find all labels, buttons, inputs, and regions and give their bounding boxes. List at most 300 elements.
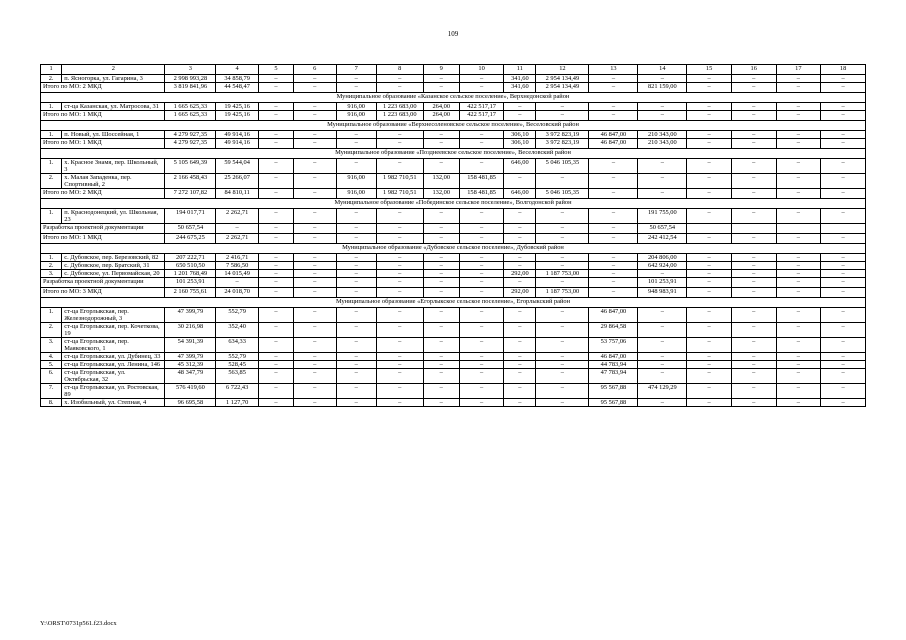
value-cell: – [376,254,423,262]
value-cell: – [731,174,776,189]
row-number: 2. [41,174,62,189]
value-cell: – [336,254,376,262]
row-number: 1. [41,308,62,323]
value-cell: – [423,361,459,369]
value-cell: 1 201 768,49 [165,270,216,278]
value-cell: – [589,174,638,189]
value-cell: – [536,278,589,288]
value-cell: – [731,83,776,93]
value-cell: – [687,288,732,298]
value-cell: – [536,361,589,369]
column-header: 12 [536,65,589,75]
value-cell: – [459,399,504,407]
value-cell: – [589,209,638,224]
data-table [40,64,866,407]
value-cell: – [821,103,866,111]
value-cell: – [776,209,821,224]
row-number: 2. [41,75,62,83]
value-cell: – [687,338,732,353]
value-cell: – [258,323,293,338]
value-cell: – [258,103,293,111]
value-cell: – [258,369,293,384]
address-cell: х. Красное Знамя, пер. Школьный, 3 [62,159,165,174]
value-cell: – [293,131,336,139]
value-cell: – [731,139,776,149]
value-cell: – [638,270,687,278]
column-header: 10 [459,65,504,75]
column-header-row [41,65,866,75]
value-cell: – [459,270,504,278]
value-cell: 46 847,00 [589,131,638,139]
value-cell: – [589,111,638,121]
row-number: 8. [41,399,62,407]
value-cell: – [423,224,459,234]
value-cell: – [731,234,776,244]
value-cell: – [376,270,423,278]
value-cell: – [376,224,423,234]
value-cell: – [293,139,336,149]
value-cell: – [731,75,776,83]
value-cell: 264,00 [423,103,459,111]
value-cell: – [638,353,687,361]
address-cell: ст-ца Егорлыкская, пер. Кочеткова, 19 [62,323,165,338]
section-title: Муниципальное образование «Побединское сельское поселение», Волгодонской район [41,199,866,209]
value-cell: 5 046 105,35 [536,159,589,174]
row-number: 1. [41,103,62,111]
section-title: Муниципальное образование «Егорлыкское сельское поселение», Егорлыкский район [41,298,866,308]
address-cell: ст-ца Егорлыкская, ул. Дубинец, 33 [62,353,165,361]
section-header-row [41,121,866,131]
column-header: 1 [41,65,62,75]
value-cell: – [536,234,589,244]
value-cell: – [776,399,821,407]
value-cell: 1 665 625,33 [165,111,216,121]
value-cell: – [376,399,423,407]
value-cell: – [376,262,423,270]
value-cell: 916,00 [336,111,376,121]
section-title: Муниципальное образование «Позднеевское сельское поселение», Веселовский район [41,149,866,159]
value-cell: – [687,139,732,149]
value-cell: – [459,323,504,338]
value-cell: 1 982 710,51 [376,189,423,199]
column-header: 4 [216,65,259,75]
value-cell: – [216,224,259,234]
value-cell: – [258,111,293,121]
table-row [41,323,866,338]
value-cell: – [459,209,504,224]
value-cell: – [423,75,459,83]
value-cell: 49 914,16 [216,139,259,149]
value-cell: 576 419,60 [165,384,216,399]
address-cell: ст-ца Егорлыкская, ул. Ленина, 146 [62,361,165,369]
row-number: 3. [41,338,62,353]
column-header: 13 [589,65,638,75]
value-cell: – [459,353,504,361]
value-cell: – [336,338,376,353]
value-cell: – [459,75,504,83]
value-cell: – [589,254,638,262]
value-cell: – [776,369,821,384]
value-cell: – [376,308,423,323]
value-cell: 292,00 [504,288,536,298]
value-cell: 19 425,16 [216,111,259,121]
value-cell: – [504,224,536,234]
value-cell: – [336,384,376,399]
value-cell: 14 015,49 [216,270,259,278]
table-row [41,174,866,189]
column-header: 15 [687,65,732,75]
value-cell: 47 399,79 [165,353,216,361]
value-cell: – [258,361,293,369]
value-cell: – [258,278,293,288]
address-cell: п. Новый, ул. Шоссейная, 1 [62,131,165,139]
value-cell: 3 819 841,96 [165,83,216,93]
value-cell: – [821,75,866,83]
total-label: Итого по МО: 1 МКД [41,111,165,121]
value-cell: – [459,139,504,149]
value-cell: – [504,111,536,121]
value-cell: – [504,323,536,338]
address-cell: с. Дубовское, пер. Братский, 31 [62,262,165,270]
value-cell: – [589,103,638,111]
value-cell: – [776,308,821,323]
table-row [41,353,866,361]
value-cell: – [687,83,732,93]
address-cell: ст-ца Казанская, ул. Матросова, 31 [62,103,165,111]
value-cell: – [336,234,376,244]
value-cell: – [459,369,504,384]
value-cell: – [731,111,776,121]
value-cell: – [293,399,336,407]
value-cell: – [258,139,293,149]
value-cell: 821 159,00 [638,83,687,93]
value-cell: – [687,270,732,278]
value-cell: – [731,254,776,262]
value-cell: – [731,353,776,361]
value-cell: – [336,288,376,298]
value-cell: – [687,174,732,189]
value-cell: – [258,254,293,262]
value-cell: 132,00 [423,174,459,189]
value-cell: – [293,254,336,262]
value-cell: – [687,159,732,174]
value-cell: – [423,369,459,384]
value-cell: – [776,111,821,121]
value-cell: 474 129,29 [638,384,687,399]
value-cell: – [293,209,336,224]
total-label: Итого по МО: 2 МКД [41,189,165,199]
value-cell: 916,00 [336,174,376,189]
value-cell: – [687,262,732,270]
value-cell: 191 755,00 [638,209,687,224]
value-cell: 101 253,91 [165,278,216,288]
section-title: Муниципальное образование «Верхнесоленовское сельское поселение», Веселовский район [41,121,866,131]
row-number: 1. [41,159,62,174]
value-cell: 54 391,39 [165,338,216,353]
value-cell: – [258,83,293,93]
value-cell: – [336,278,376,288]
value-cell: – [258,209,293,224]
value-cell: 7 272 107,82 [165,189,216,199]
value-cell: 916,00 [336,103,376,111]
value-cell: – [504,308,536,323]
address-cell: ст-ца Егорлыкская, пер. Маяковского, 1 [62,338,165,353]
value-cell: – [776,83,821,93]
value-cell: 422 517,17 [459,111,504,121]
value-cell: 46 847,00 [589,308,638,323]
value-cell: 341,60 [504,75,536,83]
value-cell: – [731,262,776,270]
value-cell: – [821,189,866,199]
value-cell: – [376,323,423,338]
total-label: Итого по МО: 2 МКД [41,83,165,93]
value-cell: – [687,234,732,244]
value-cell: – [336,131,376,139]
value-cell: – [376,139,423,149]
value-cell: – [821,234,866,244]
total-label: Разработка проектной документации [41,278,165,288]
value-cell: 53 757,06 [589,338,638,353]
row-number: 2. [41,323,62,338]
value-cell: 528,45 [216,361,259,369]
value-cell: – [589,83,638,93]
value-cell: – [258,353,293,361]
section-header-row [41,298,866,308]
value-cell: – [731,278,776,288]
value-cell: – [536,338,589,353]
value-cell: 95 567,88 [589,384,638,399]
section-header-row [41,93,866,103]
value-cell: – [821,254,866,262]
total-label: Итого по МО: 3 МКД [41,288,165,298]
value-cell: – [589,278,638,288]
value-cell: – [589,159,638,174]
value-cell: – [258,399,293,407]
value-cell: – [258,262,293,270]
value-cell: – [821,83,866,93]
value-cell: 5 105 649,39 [165,159,216,174]
value-cell: – [731,361,776,369]
value-cell: – [376,234,423,244]
value-cell: – [776,262,821,270]
value-cell: – [687,278,732,288]
value-cell: – [293,338,336,353]
value-cell: – [258,174,293,189]
value-cell: – [731,131,776,139]
value-cell: – [536,399,589,407]
value-cell: – [423,384,459,399]
address-cell: х. Малая Западенка, пер. Спортивный, 2 [62,174,165,189]
value-cell: 25 266,07 [216,174,259,189]
value-cell: – [459,131,504,139]
table-row [41,75,866,83]
value-cell: 50 657,54 [638,224,687,234]
value-cell: 204 806,00 [638,254,687,262]
value-cell: – [821,111,866,121]
value-cell: – [336,353,376,361]
value-cell: – [776,189,821,199]
value-cell: – [776,384,821,399]
value-cell: – [731,338,776,353]
value-cell: – [536,254,589,262]
value-cell: – [258,338,293,353]
value-cell: – [423,399,459,407]
value-cell: – [293,323,336,338]
value-cell: 2 954 134,49 [536,75,589,83]
value-cell: – [638,111,687,121]
value-cell: – [687,308,732,323]
value-cell: – [258,159,293,174]
value-cell: – [336,75,376,83]
table-row [41,308,866,323]
address-cell: с. Дубовское, ул. Первомайская, 20 [62,270,165,278]
value-cell: 422 517,17 [459,103,504,111]
table-row [41,159,866,174]
value-cell: 84 810,11 [216,189,259,199]
total-row [41,83,866,93]
value-cell: – [776,131,821,139]
table-row [41,369,866,384]
value-cell: 242 412,54 [638,234,687,244]
value-cell: 47 399,79 [165,308,216,323]
total-row [41,224,866,234]
value-cell: – [589,189,638,199]
value-cell: – [423,262,459,270]
value-cell: – [776,159,821,174]
value-cell: – [638,308,687,323]
value-cell: – [376,353,423,361]
value-cell: 30 216,98 [165,323,216,338]
value-cell: 650 510,50 [165,262,216,270]
value-cell: – [423,159,459,174]
value-cell: – [687,353,732,361]
value-cell: – [459,83,504,93]
table-row [41,361,866,369]
address-cell: п. Ясногорка, ул. Гагарина, 3 [62,75,165,83]
value-cell: 552,79 [216,353,259,361]
value-cell: – [293,159,336,174]
value-cell: 45 312,39 [165,361,216,369]
value-cell: – [376,384,423,399]
value-cell: 2 160 755,61 [165,288,216,298]
column-header: 5 [258,65,293,75]
value-cell: 634,33 [216,338,259,353]
value-cell: – [258,75,293,83]
value-cell: – [423,234,459,244]
value-cell: – [423,308,459,323]
value-cell: 207 222,71 [165,254,216,262]
value-cell: – [459,384,504,399]
value-cell: – [336,139,376,149]
value-cell: – [216,278,259,288]
value-cell: – [293,288,336,298]
value-cell: – [638,361,687,369]
footer-path: Y:\ORST\0731p561.f23.docx [40,620,117,627]
value-cell: – [293,103,336,111]
address-cell: ст-ца Егорлыкская, пер. Железнодорожный, 3 [62,308,165,323]
value-cell: – [376,338,423,353]
address-cell: ст-ца Егорлыкская, ул. Октябрьская, 32 [62,369,165,384]
value-cell: – [687,75,732,83]
value-cell: – [423,139,459,149]
value-cell: – [776,278,821,288]
column-header: 6 [293,65,336,75]
column-header: 18 [821,65,866,75]
value-cell: – [336,209,376,224]
column-header: 9 [423,65,459,75]
value-cell: 2 262,71 [216,209,259,224]
value-cell: – [536,103,589,111]
value-cell: – [731,399,776,407]
value-cell: 2 954 134,49 [536,83,589,93]
value-cell: 1 187 753,00 [536,270,589,278]
value-cell: – [821,353,866,361]
value-cell: – [293,278,336,288]
value-cell: 95 567,88 [589,399,638,407]
value-cell: – [589,262,638,270]
value-cell: – [423,254,459,262]
value-cell: – [536,353,589,361]
value-cell: 24 018,70 [216,288,259,298]
value-cell: 552,79 [216,308,259,323]
value-cell: – [731,384,776,399]
total-row [41,139,866,149]
value-cell: – [376,209,423,224]
value-cell: – [638,189,687,199]
value-cell: – [776,103,821,111]
section-header-row [41,244,866,254]
value-cell: 1 127,70 [216,399,259,407]
total-row [41,278,866,288]
value-cell: – [459,278,504,288]
value-cell: – [821,308,866,323]
table-row [41,399,866,407]
value-cell: – [731,209,776,224]
value-cell: – [731,288,776,298]
value-cell: – [336,399,376,407]
value-cell: – [821,338,866,353]
value-cell: – [423,323,459,338]
row-number: 1. [41,209,62,224]
value-cell: – [258,234,293,244]
value-cell [776,224,821,234]
value-cell: – [731,323,776,338]
value-cell: – [687,131,732,139]
value-cell: 2 416,71 [216,254,259,262]
value-cell: – [821,262,866,270]
value-cell: – [687,384,732,399]
value-cell: 210 343,00 [638,139,687,149]
row-number: 7. [41,384,62,399]
page-number: 109 [447,30,459,38]
value-cell: – [589,234,638,244]
table-row [41,254,866,262]
value-cell: – [423,278,459,288]
value-cell: 158 481,85 [459,189,504,199]
value-cell: – [638,159,687,174]
value-cell: – [336,83,376,93]
value-cell: – [293,234,336,244]
section-header-row [41,149,866,159]
row-number: 1. [41,131,62,139]
section-header-row [41,199,866,209]
value-cell: – [821,361,866,369]
value-cell: – [336,323,376,338]
value-cell: – [776,75,821,83]
value-cell: 341,60 [504,83,536,93]
value-cell: – [687,209,732,224]
value-cell: – [504,234,536,244]
